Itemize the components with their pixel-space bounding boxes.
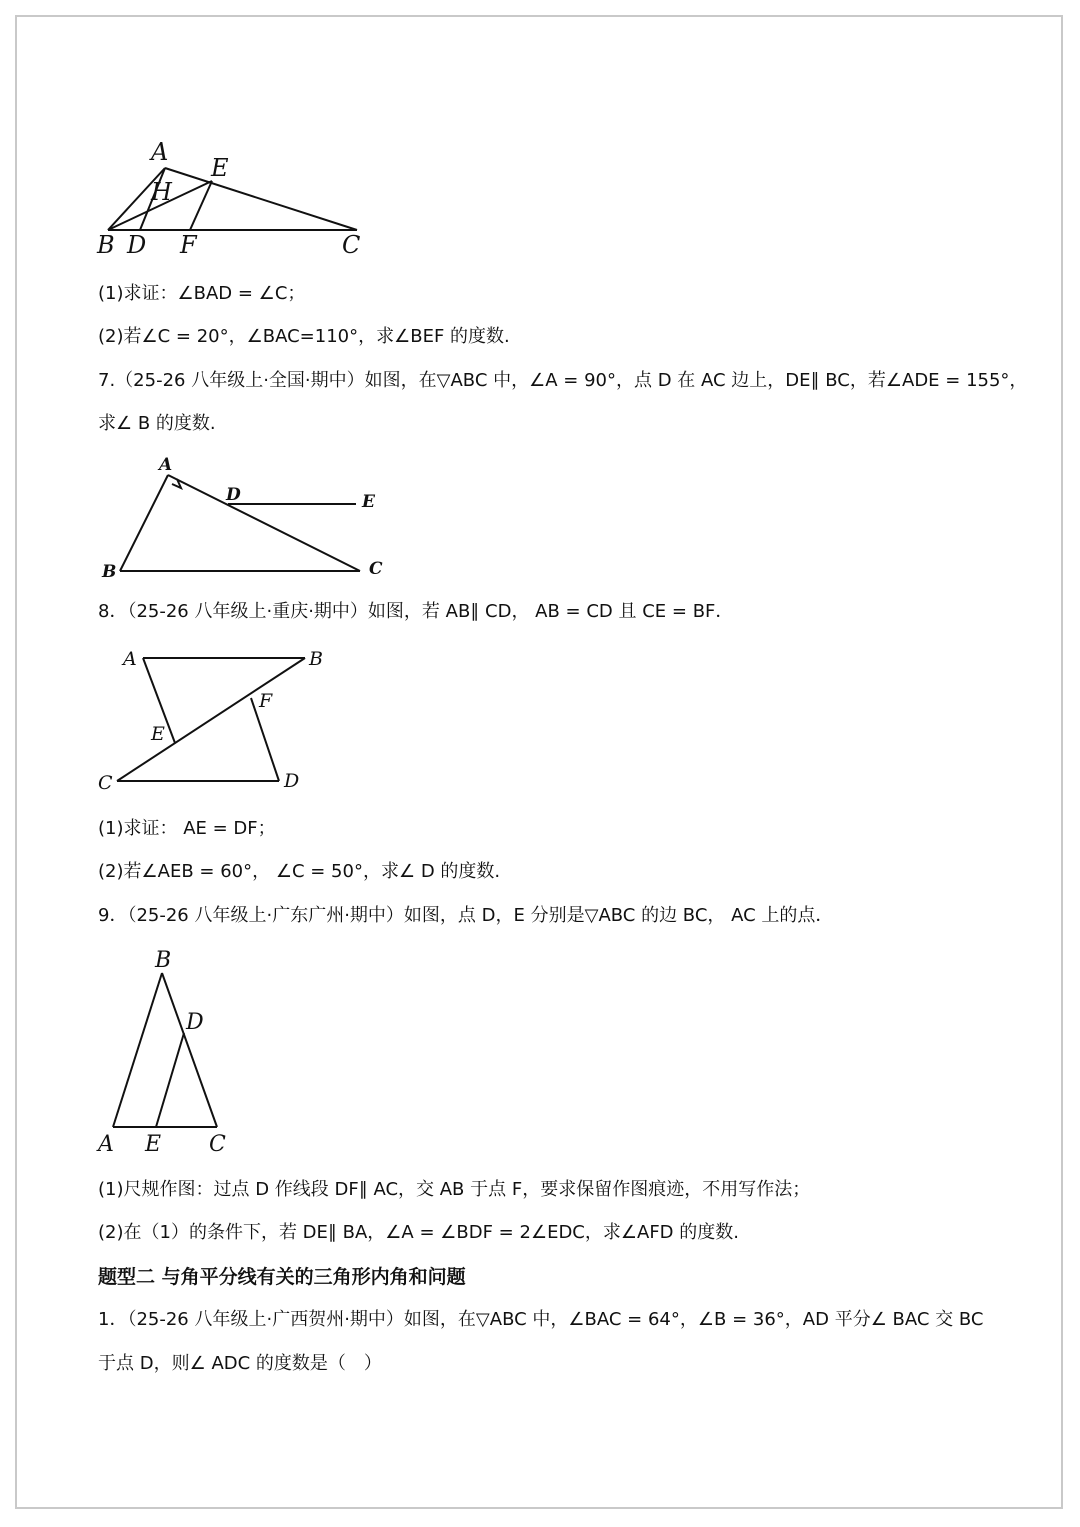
label-B: B	[309, 648, 323, 670]
figure-triangle-abc-1	[95, 140, 375, 265]
problem6-part1: (1)求证：∠BAD = ∠C；	[98, 283, 306, 304]
label-H: H	[151, 178, 172, 206]
section-heading: 题型二 与角平分线有关的三角形内角和问题	[98, 1266, 466, 1288]
label-E: E	[151, 723, 165, 745]
problem7-line2: 求∠ B 的度数.	[98, 413, 216, 434]
figure-triangle-abc-2	[95, 945, 245, 1160]
label-D: D	[284, 770, 300, 792]
label-D: D	[226, 485, 241, 505]
label-F: F	[180, 231, 197, 259]
section2-q1-line1: 1．（25-26 八年级上·广西贺州·期中）如图，在▽ABC 中，∠BAC = 64°，∠B = 36°，AD 平分∠ BAC 交 BC	[98, 1309, 984, 1330]
label-E: E	[362, 492, 375, 512]
label-C: C	[342, 231, 361, 259]
problem8-part2: (2)若∠AEB = 60°， ∠C = 50°，求∠ D 的度数.	[98, 861, 501, 882]
problem9-part2: (2)在（1）的条件下，若 DE∥ BA，∠A = ∠BDF = 2∠EDC，求∠AFD 的度数.	[98, 1222, 739, 1243]
label-F: F	[259, 690, 273, 712]
problem6-part2: (2)若∠C = 20°，∠BAC=110°，求∠BEF 的度数.	[98, 326, 510, 347]
problem9-part1: (1)尺规作图：过点 D 作线段 DF∥ AC，交 AB 于点 F，要求保留作图痕迹，不用写作法；	[98, 1179, 811, 1200]
label-E: E	[211, 154, 229, 182]
problem7-line1: 7.（25-26 八年级上·全国·期中）如图，在▽ABC 中，∠A = 90°，点 D 在 AC 边上，DE∥ BC，若∠ADE = 155°，	[98, 370, 1028, 391]
label-A: A	[123, 648, 137, 670]
problem8-part1: (1)求证： AE = DF；	[98, 818, 276, 839]
label-B: B	[102, 562, 117, 582]
label-B: B	[97, 231, 115, 259]
label-A: A	[151, 138, 169, 166]
label-C: C	[209, 1132, 226, 1157]
label-A: A	[159, 455, 173, 475]
label-D: D	[127, 231, 147, 259]
label-C: C	[98, 772, 113, 794]
problem8-line1: 8．（25-26 八年级上·重庆·期中）如图，若 AB∥ CD， AB = CD 且 CE = BF．	[98, 601, 734, 622]
problem9-line1: 9．（25-26 八年级上·广东广州·期中）如图，点 D，E 分别是▽ABC 的边 BC， AC 上的点．	[98, 905, 834, 926]
label-B: B	[155, 948, 172, 973]
label-E: E	[145, 1132, 162, 1157]
label-A: A	[98, 1132, 114, 1157]
label-D: D	[186, 1010, 204, 1035]
figure-parallel-segments	[95, 645, 345, 795]
figure-right-triangle	[98, 450, 398, 585]
label-C: C	[369, 559, 383, 579]
section2-q1-line2: 于点 D，则∠ ADC 的度数是（ ）	[98, 1353, 382, 1374]
